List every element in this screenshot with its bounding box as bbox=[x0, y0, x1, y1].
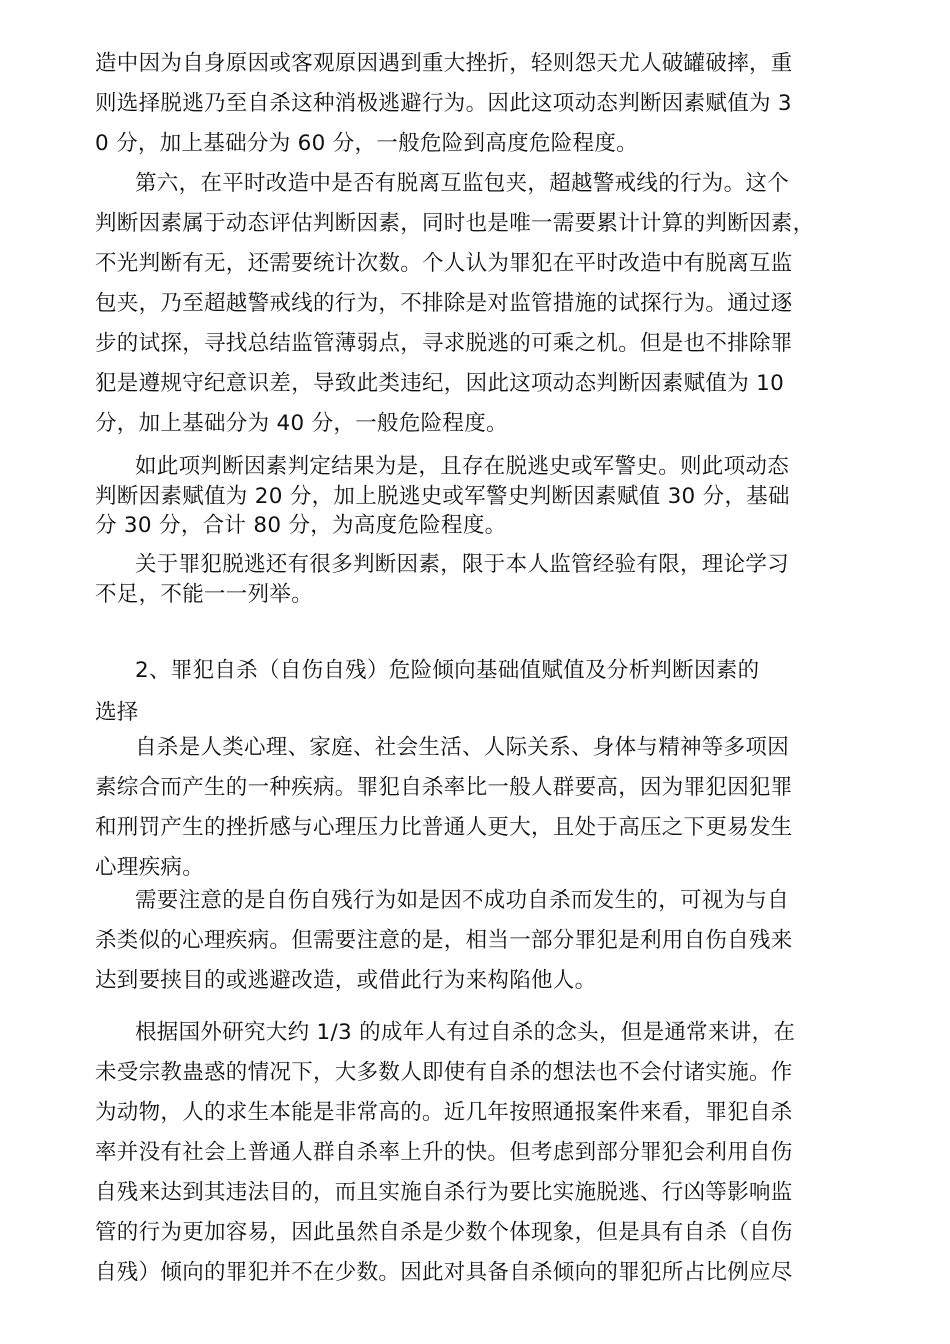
paragraph-line: 素综合而产生的一种疾病。罪犯自杀率比一般人群要高，因为罪犯因犯罪 bbox=[95, 775, 793, 800]
paragraph-line: 分，加上基础分为 40 分，一般危险程度。 bbox=[95, 411, 508, 436]
section-heading: 选择 bbox=[95, 700, 139, 725]
paragraph-line: 心理疾病。 bbox=[95, 855, 205, 880]
paragraph-line: 不足，不能一一列举。 bbox=[95, 582, 314, 607]
paragraph-line: 犯是遵规守纪意识差，导致此类违纪，因此这项动态判断因素赋值为 10 bbox=[95, 371, 785, 396]
paragraph-line: 分 30 分，合计 80 分，为高度危险程度。 bbox=[95, 513, 507, 538]
paragraph-line: 自残）倾向的罪犯并不在少数。因此对具备自杀倾向的罪犯所占比例应尽 bbox=[95, 1260, 793, 1285]
paragraph-line: 关于罪犯脱逃还有很多判断因素，限于本人监管经验有限，理论学习 bbox=[135, 552, 790, 577]
paragraph-line: 0 分，加上基础分为 60 分，一般危险到高度危险程度。 bbox=[95, 131, 638, 156]
section-heading: 2、罪犯自杀（自伤自残）危险倾向基础值赋值及分析判断因素的 bbox=[135, 658, 760, 683]
paragraph-line: 未受宗教蛊惑的情况下，大多数人即使有自杀的想法也不会付诸实施。作 bbox=[95, 1060, 793, 1085]
paragraph-line: 不光判断有无，还需要统计次数。个人认为罪犯在平时改造中有脱离互监 bbox=[95, 251, 793, 276]
paragraph-line: 如此项判断因素判定结果为是，且存在脱逃史或军警史。则此项动态 bbox=[135, 454, 790, 479]
paragraph-line: 和刑罚产生的挫折感与心理压力比普通人更大，且处于高压之下更易发生 bbox=[95, 815, 793, 840]
paragraph-line: 则选择脱逃乃至自杀这种消极逃避行为。因此这项动态判断因素赋值为 3 bbox=[95, 91, 792, 116]
paragraph-line: 根据国外研究大约 1/3 的成年人有过自杀的念头，但是通常来讲，在 bbox=[135, 1020, 796, 1045]
paragraph-line: 自杀是人类心理、家庭、社会生活、人际关系、身体与精神等多项因 bbox=[135, 735, 790, 760]
paragraph-line: 需要注意的是自伤自残行为如是因不成功自杀而发生的，可视为与自 bbox=[135, 888, 790, 913]
paragraph-line: 判断因素赋值为 20 分，加上脱逃史或军警史判断因素赋值 30 分，基础 bbox=[95, 484, 790, 509]
paragraph-line: 步的试探，寻找总结监管薄弱点，寻求脱逃的可乘之机。但是也不排除罪 bbox=[95, 331, 793, 356]
paragraph-line: 杀类似的心理疾病。但需要注意的是，相当一部分罪犯是利用自伤自残来 bbox=[95, 928, 793, 953]
paragraph-line: 达到要挟目的或逃避改造，或借此行为来构陷他人。 bbox=[95, 968, 597, 993]
paragraph-line: 管的行为更加容易，因此虽然自杀是少数个体现象，但是具有自杀（自伤 bbox=[95, 1220, 793, 1245]
paragraph-line: 自残来达到其违法目的，而且实施自杀行为要比实施脱逃、行凶等影响监 bbox=[95, 1180, 793, 1205]
paragraph-line: 造中因为自身原因或客观原因遇到重大挫折，轻则怨天尤人破罐破摔，重 bbox=[95, 51, 793, 76]
paragraph-line: 包夹，乃至超越警戒线的行为，不排除是对监管措施的试探行为。通过逐 bbox=[95, 291, 793, 316]
paragraph-line: 判断因素属于动态评估判断因素，同时也是唯一需要累计计算的判断因素， bbox=[95, 211, 815, 236]
paragraph-line: 率并没有社会上普通人群自杀率上升的快。但考虑到部分罪犯会利用自伤 bbox=[95, 1140, 793, 1165]
paragraph-line: 第六，在平时改造中是否有脱离互监包夹，超越警戒线的行为。这个 bbox=[135, 171, 790, 196]
paragraph-line: 为动物，人的求生本能是非常高的。近几年按照通报案件来看，罪犯自杀 bbox=[95, 1100, 793, 1125]
